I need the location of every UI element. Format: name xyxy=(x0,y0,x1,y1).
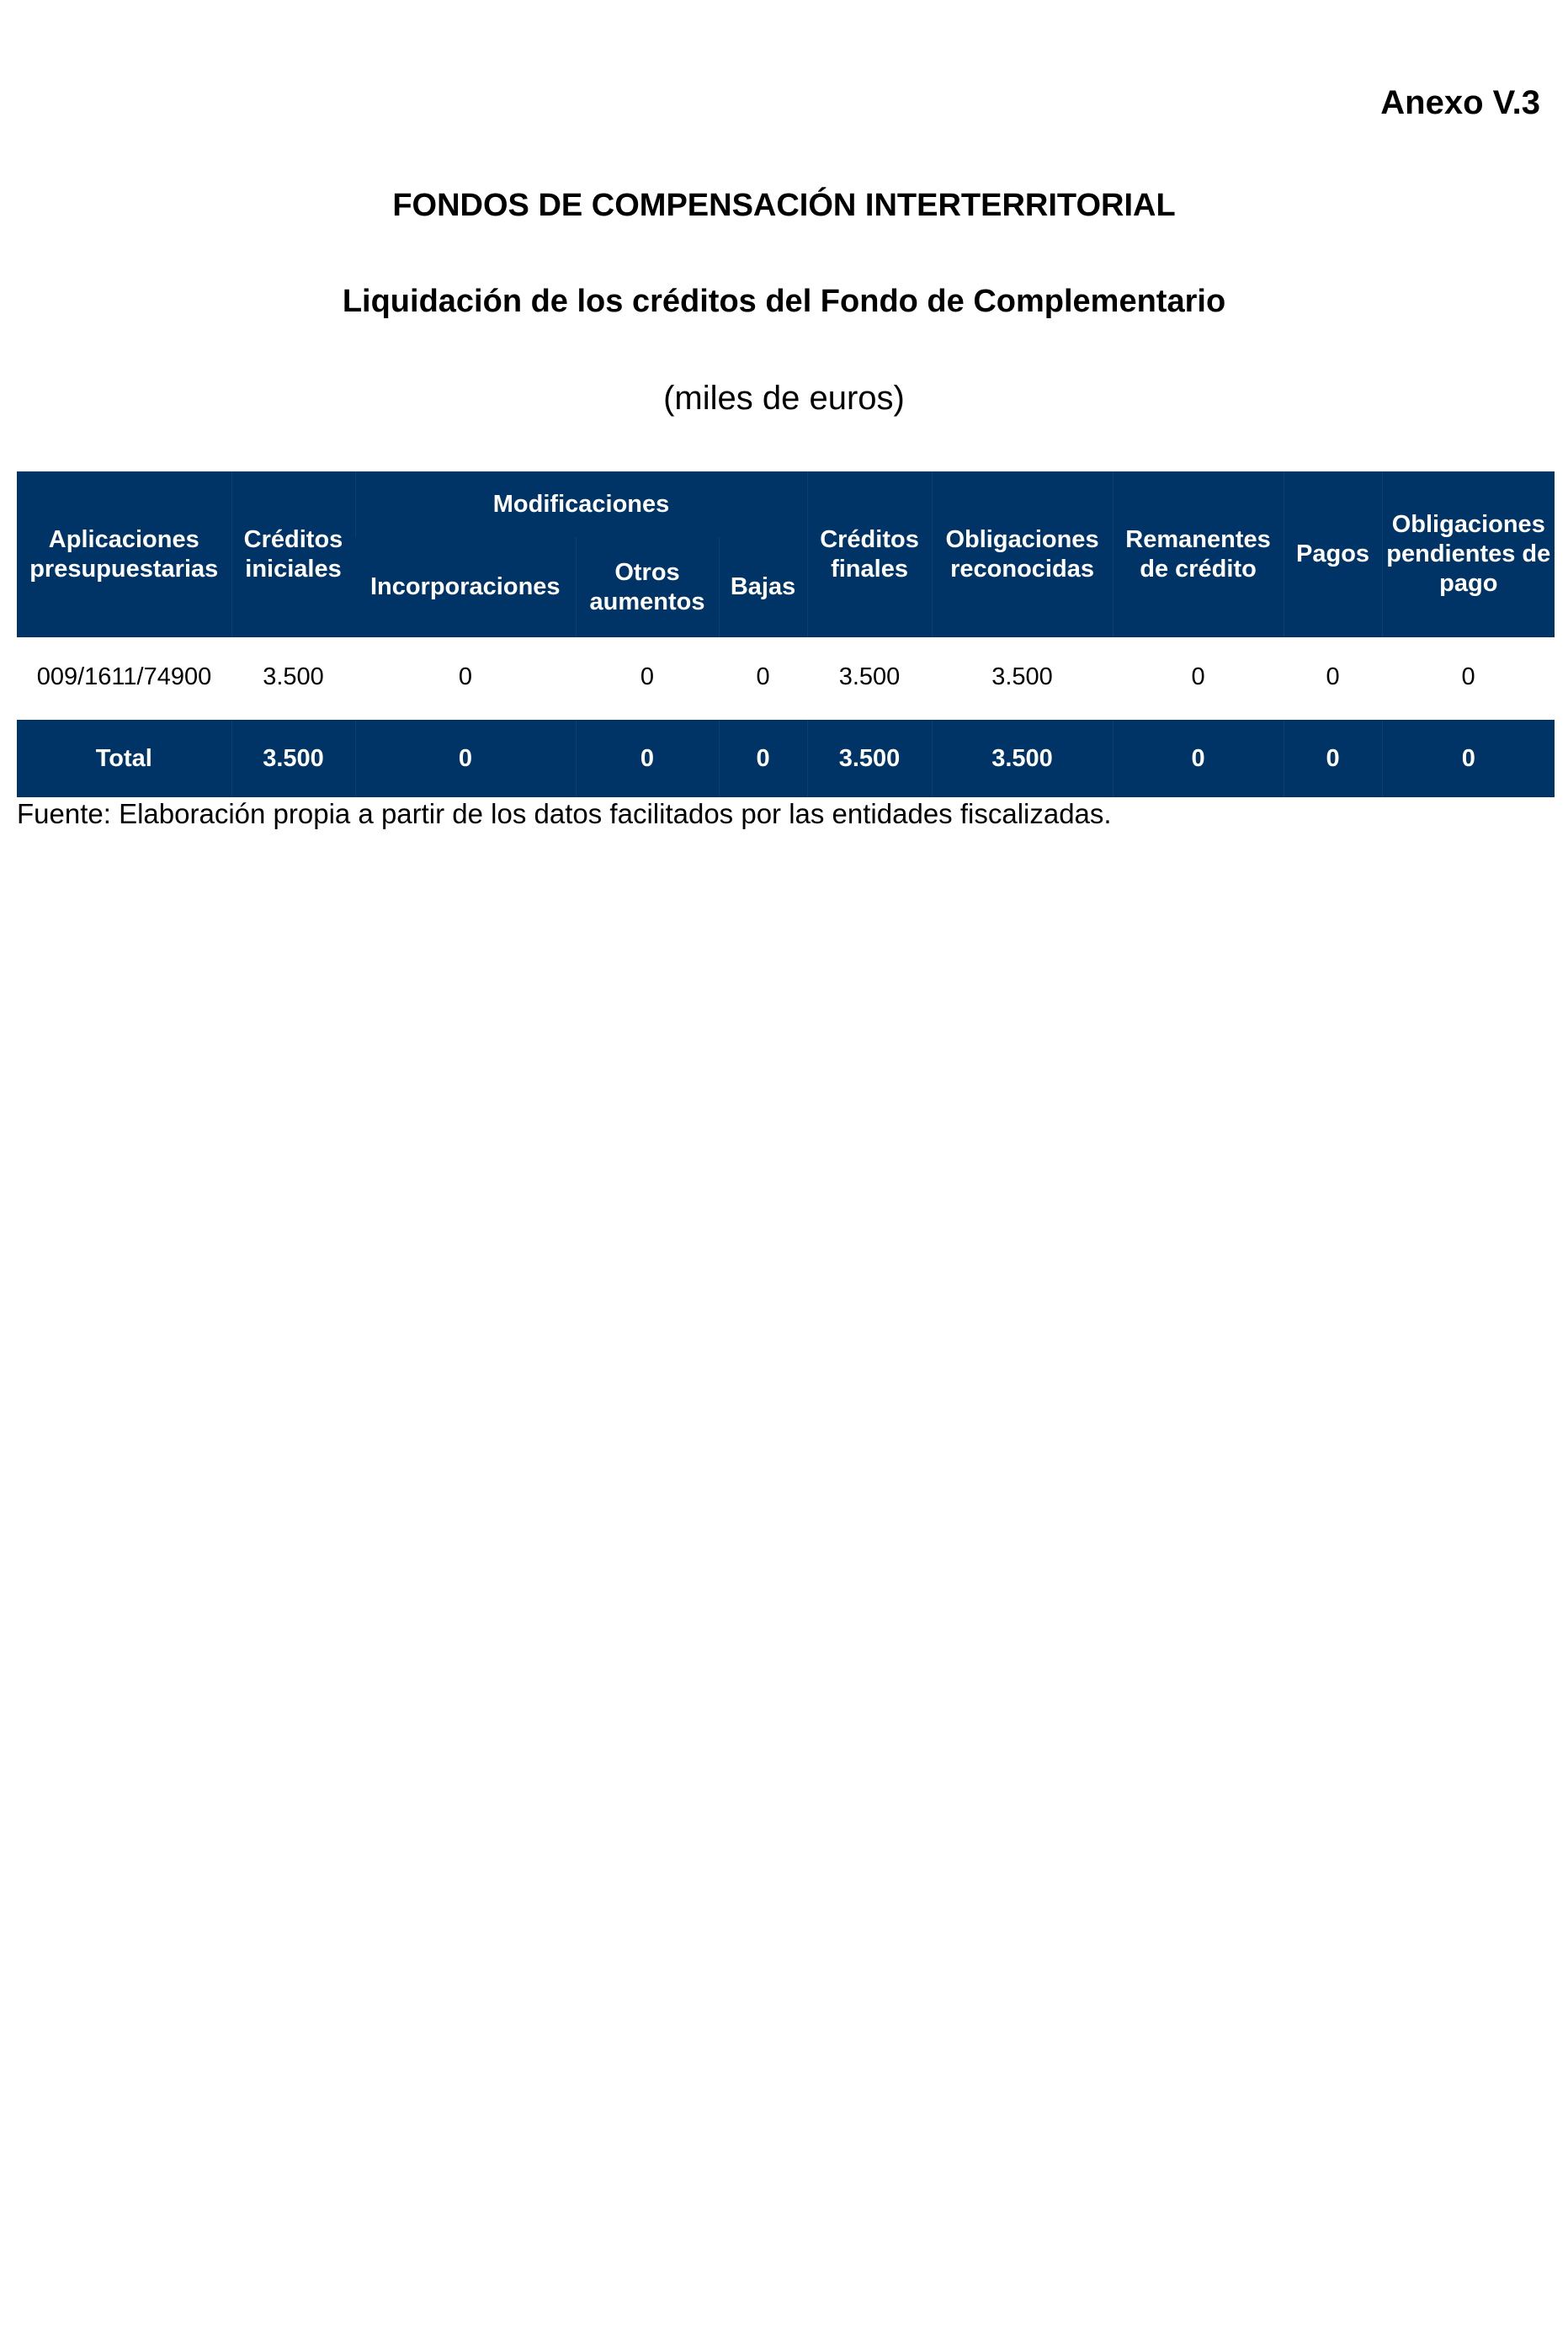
total-obligaciones-pendientes: 0 xyxy=(1382,720,1555,797)
annex-label: Anexo V.3 xyxy=(1380,84,1540,121)
cell-creditos-finales: 3.500 xyxy=(807,647,932,706)
cell-pagos: 0 xyxy=(1284,647,1382,706)
cell-creditos-iniciales: 3.500 xyxy=(231,647,355,706)
total-otros-aumentos: 0 xyxy=(576,720,719,797)
total-row xyxy=(17,720,1555,797)
page-subtitle: Liquidación de los créditos del Fondo de Complementario xyxy=(342,284,1226,319)
cell-remanentes: 0 xyxy=(1113,647,1284,706)
cell-obligaciones-pendientes: 0 xyxy=(1382,647,1555,706)
table-row xyxy=(17,647,1555,706)
header-bajas: Bajas xyxy=(719,537,807,637)
cell-aplicacion: 009/1611/74900 xyxy=(17,647,231,706)
total-bajas: 0 xyxy=(719,720,807,797)
header-creditos-iniciales: Créditos iniciales xyxy=(231,471,355,637)
total-creditos-iniciales: 3.500 xyxy=(231,720,355,797)
total-remanentes: 0 xyxy=(1113,720,1284,797)
total-label: Total xyxy=(17,720,231,797)
cell-bajas: 0 xyxy=(719,647,807,706)
cell-otros-aumentos: 0 xyxy=(576,647,719,706)
liquidation-table xyxy=(17,471,1555,797)
header-obligaciones-reconocidas: Obligaciones reconocidas xyxy=(932,471,1113,637)
page-title: FONDOS DE COMPENSACIÓN INTERTERRITORIAL xyxy=(392,188,1176,223)
total-pagos: 0 xyxy=(1284,720,1382,797)
header-remanentes: Remanentes de crédito xyxy=(1113,471,1284,637)
header-incorporaciones: Incorporaciones xyxy=(355,537,576,637)
units-label: (miles de euros) xyxy=(663,380,905,417)
total-creditos-finales: 3.500 xyxy=(807,720,932,797)
header-pagos: Pagos xyxy=(1284,471,1382,637)
header-modificaciones: Modificaciones xyxy=(355,471,807,537)
cell-incorporaciones: 0 xyxy=(355,647,576,706)
source-note: Fuente: Elaboración propia a partir de los datos facilitados por las entidades fiscalizadas. xyxy=(17,798,1112,829)
header-obligaciones-pendientes: Obligaciones pendientes de pago xyxy=(1382,471,1555,637)
header-aplicaciones: Aplicaciones presupuestarias xyxy=(17,471,231,637)
total-incorporaciones: 0 xyxy=(355,720,576,797)
header-creditos-finales: Créditos finales xyxy=(807,471,932,637)
cell-obligaciones-reconocidas: 3.500 xyxy=(932,647,1113,706)
header-otros-aumentos: Otros aumentos xyxy=(576,537,719,637)
total-obligaciones-reconocidas: 3.500 xyxy=(932,720,1113,797)
